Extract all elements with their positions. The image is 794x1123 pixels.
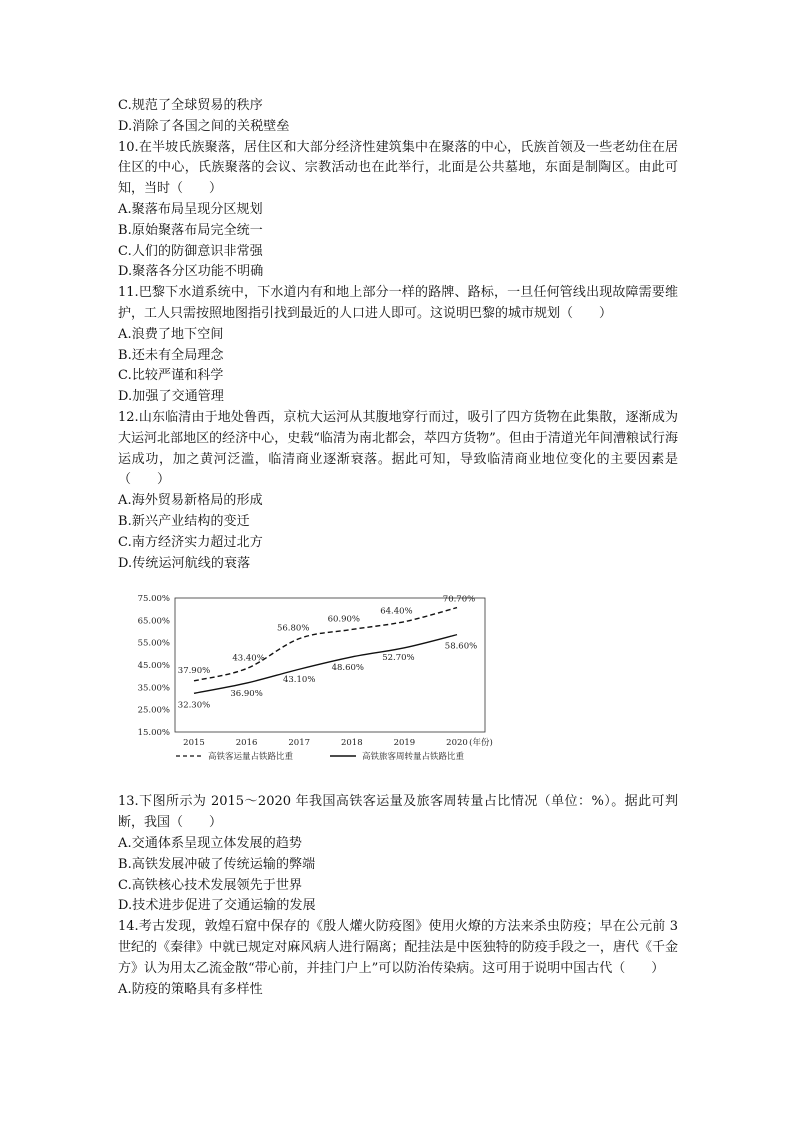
y-tick-label: 45.00% bbox=[137, 661, 170, 671]
question-13-option-d: D.技术进步促进了交通运输的发展 bbox=[118, 898, 316, 914]
rail-share-chart bbox=[118, 588, 518, 768]
data-label: 64.40% bbox=[380, 606, 413, 617]
question-12-stem: 12.山东临清由于地处鲁西，京杭大运河从其腹地穿行而过，吸引了四方货物在此集散，逐渐成为大运河北部地区的经济中心，史载“临清为南北都会，萃四方货物”。但由于清道光年间漕粮试行海运成功，加之黄河泛滥，临清商业逐渐衰落。据此可知，导致临清商业地位变化的主要因素是（ ） bbox=[118, 409, 678, 488]
question-11-option-a: A.浪费了地下空间 bbox=[118, 326, 224, 342]
x-tick-label: 2016 bbox=[235, 738, 258, 748]
data-label: 37.90% bbox=[177, 665, 211, 676]
question-10-stem: 10.在半坡氏族聚落，居住区和大部分经济性建筑集中在聚落的中心，氏族首领及一些老幼住在居住区的中心，氏族聚落的会议、宗教活动也在此举行，北面是公共墓地，东面是制陶区。由此可知，当时（ ） bbox=[118, 139, 678, 197]
question-12-option-b: B.新兴产业结构的变迁 bbox=[118, 513, 250, 529]
data-label: 48.60% bbox=[331, 662, 365, 673]
question-11-option-d: D.加强了交通管理 bbox=[118, 389, 224, 405]
x-tick-label: 2017 bbox=[288, 738, 311, 748]
question-10-option-a: A.聚落布局呈现分区规划 bbox=[118, 201, 263, 217]
y-tick-label: 75.00% bbox=[137, 594, 170, 604]
question-11-option-b: B.还未有全局理念 bbox=[118, 347, 224, 363]
data-label: 32.30% bbox=[177, 700, 211, 711]
question-13-option-a: A.交通体系呈现立体发展的趋势 bbox=[118, 835, 303, 851]
question-10-option-b: B.原始聚落布局完全统一 bbox=[118, 222, 263, 238]
exam-page bbox=[118, 96, 678, 1000]
data-label: 43.10% bbox=[282, 675, 316, 686]
question-12-option-a: A.海外贸易新格局的形成 bbox=[118, 493, 263, 509]
data-label: 52.70% bbox=[382, 652, 415, 663]
question-13-option-b: B.高铁发展冲破了传统运输的弊端 bbox=[118, 856, 316, 872]
question-14-stem: 14.考古发现，敦煌石窟中保存的《殷人爟火防疫图》使用火燎的方法来杀虫防疫；早在公元前 3 世纪的《秦律》中就已规定对麻风病人进行隔离；配挂法是中医独特的防疫手段之一，唐代《千金方》认为用太乙流金散“带心前，并挂门户上”可以防治传染病。这可用于说明中国古代（ ） bbox=[118, 919, 678, 976]
data-label: 70.70% bbox=[442, 594, 476, 605]
data-label: 36.90% bbox=[230, 689, 263, 700]
question-13-option-c: C.高铁核心技术发展领先于世界 bbox=[118, 877, 303, 893]
x-tick-label: 2018 bbox=[340, 738, 363, 748]
y-tick-label: 55.00% bbox=[137, 638, 170, 649]
option-d: D.消除了各国之间的关税壁垒 bbox=[118, 118, 290, 134]
series-line bbox=[194, 635, 457, 694]
question-12-option-d: D.传统运河航线的衰落 bbox=[118, 555, 251, 571]
data-label: 56.80% bbox=[276, 623, 310, 634]
x-tick-label: 2020 bbox=[446, 738, 468, 748]
y-tick-label: 65.00% bbox=[137, 616, 170, 627]
line-chart-svg bbox=[118, 588, 518, 768]
question-11-stem: 11.巴黎下水道系统中，下水道内有和地上部分一样的路牌、路标，一旦任何管线出现故障需要维护，工人只需按照地图指引找到最近的人口进人即可。这说明巴黎的城市规划（ ） bbox=[118, 285, 678, 321]
option-c: C.规范了全球贸易的秩序 bbox=[118, 98, 263, 113]
x-unit-label: (年份) bbox=[469, 738, 493, 748]
legend-label: 高铁客运量占铁路比重 bbox=[208, 752, 294, 762]
question-10-option-c: C.人们的防御意识非常强 bbox=[118, 243, 263, 259]
question-13-stem: 13.下图所示为 2015～2020 年我国高铁客运量及旅客周转量占比情况（单位：%）。据此可判断，我国（ ） bbox=[118, 794, 678, 831]
legend-label: 高铁旅客周转量占铁路比重 bbox=[362, 752, 465, 762]
question-14-option-a: A.防疫的策略具有多样性 bbox=[118, 981, 263, 997]
y-tick-label: 35.00% bbox=[137, 683, 170, 694]
data-label: 58.60% bbox=[444, 641, 478, 652]
data-label: 60.90% bbox=[327, 614, 361, 625]
question-11-option-c: C.比较严谨和科学 bbox=[118, 368, 224, 384]
data-label: 43.40% bbox=[232, 653, 265, 664]
y-tick-label: 15.00% bbox=[137, 728, 170, 738]
question-10-option-d: D.聚落各分区功能不明确 bbox=[118, 264, 264, 280]
y-tick-label: 25.00% bbox=[137, 705, 170, 716]
x-tick-label: 2015 bbox=[183, 738, 205, 748]
question-12-option-c: C.南方经济实力超过北方 bbox=[118, 534, 263, 550]
x-tick-label: 2019 bbox=[393, 738, 416, 748]
